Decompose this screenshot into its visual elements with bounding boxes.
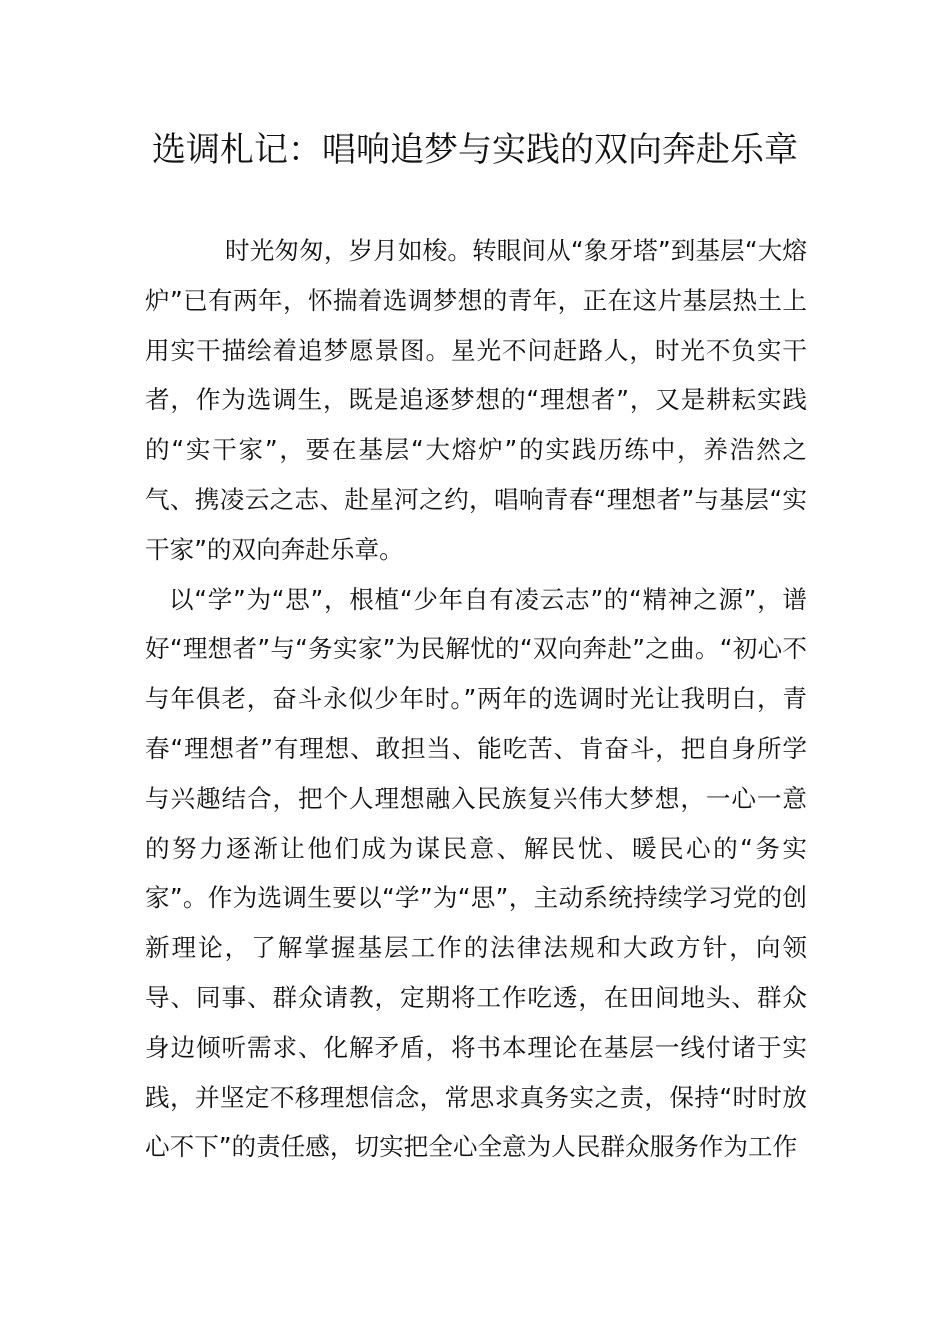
paragraph-study-thought: 以“学”为“思”，根植“少年自有凌云志”的“精神之源”，谱好“理想者”与“务实家”为民解忧的“双向奔赴”之曲。“初心不与年俱老，奋斗永似少年时。”两年的选调时光让我明白，青春“理想者”有理想、敢担当、能吃苦、肯奋斗，把自身所学与兴趣结合，把个人理想融入民族复兴伟大梦想，一心一意的努力逐渐让他们成为谋民意、解民忧、暖民心的“务实家”。作为选调生要以“学”为“思”，主动系统持续学习党的创新理论，了解掌握基层工作的法律法规和大政方针，向领导、同事、群众请教，定期将工作吃透，在田间地头、群众身边倾听需求、化解矛盾，将书本理论在基层一线付诸于实践，并坚定不移理想信念，常思求真务实之责，保持“时时放心不下”的责任感，切实把全心全意为人民群众服务作为工作: [145, 584, 807, 1162]
paragraph-intro: 时光匆匆，岁月如梭。转眼间从“象牙塔”到基层“大熔炉”已有两年，怀揣着选调梦想的青年，正在这片基层热土上用实干描绘着追梦愿景图。星光不问赶路人，时光不负实干者，作为选调生，既是追逐梦想的“理想者”，又是耕耘实践的“实干家”，要在基层“大熔炉”的实践历练中，养浩然之气、携凌云之志、赴星河之约，唱响青春“理想者”与基层“实干家”的双向奔赴乐章。: [145, 236, 807, 564]
document-body: [145, 226, 807, 1172]
document-title: 选调札记：唱响追梦与实践的双向奔赴乐章: [152, 130, 798, 170]
